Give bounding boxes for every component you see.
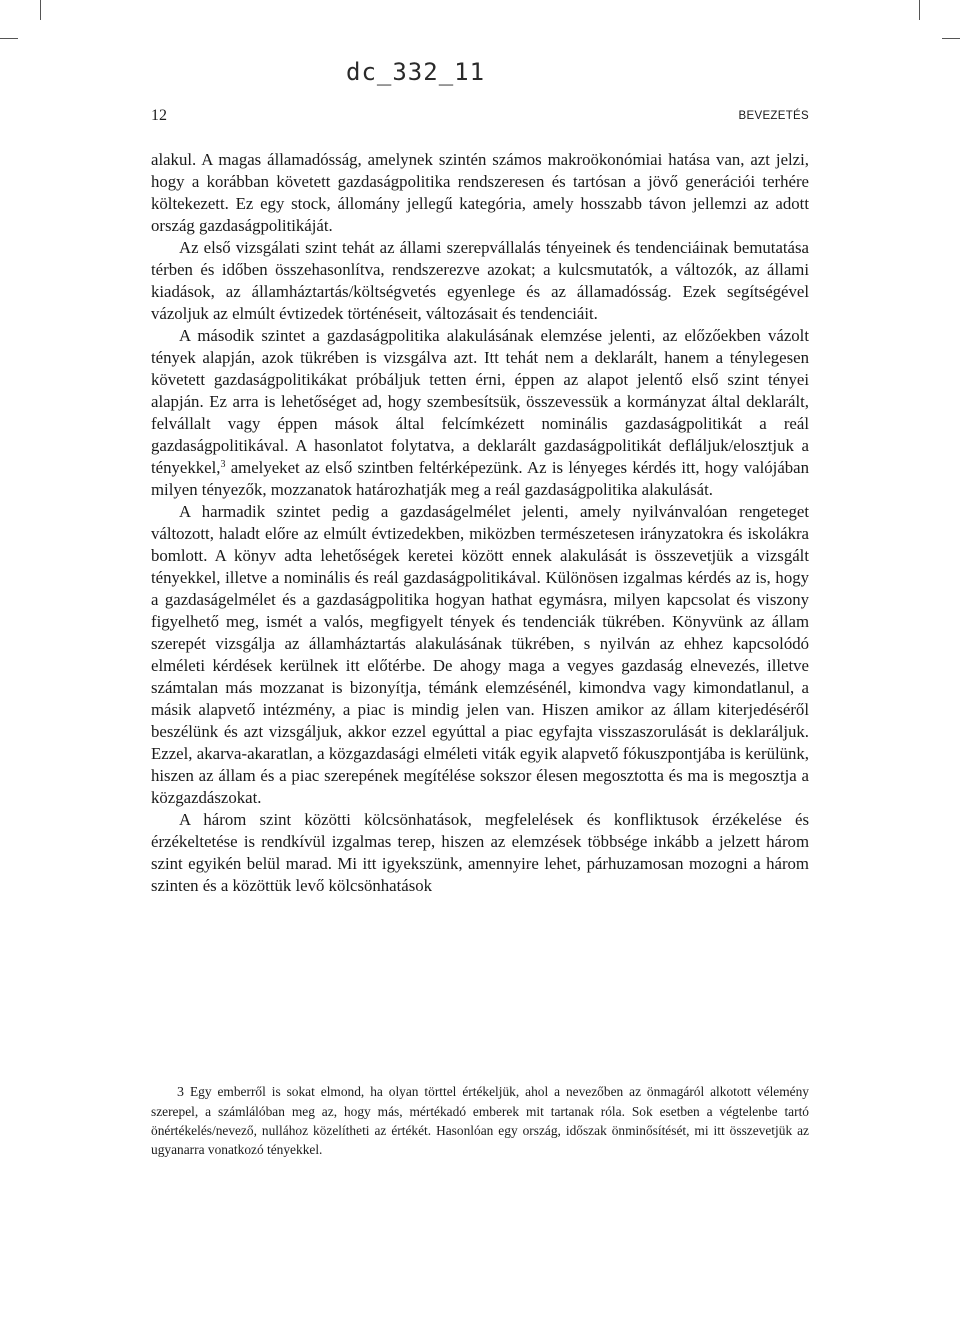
paragraph-2: Az első vizsgálati szint tehát az állami szerepvállalás tényeinek és tendenciáinak bemutatása térben és időben összehasonlítva, rendszerezve azokat; a kulcsmutatók, a változók, az állami kiadások, az államháztartás/költségvetés egyenlege és az államadósság. Ezek segítségével vázoljuk az elmúlt évtizedek történéseit, változásait és tendenciáit. [151,238,809,323]
paragraph-3-text-after: amelyeket az első szintben feltérképezünk. Az is lényeges kérdés itt, hogy valójában milyen tényezők, mozzanatok határozhatják meg a reál gazdaságpolitika alakulását. [151,458,809,499]
crop-mark-top-left-vertical [40,0,41,20]
crop-mark-top-left-horizontal [0,38,18,39]
crop-mark-top-right-vertical [919,0,920,20]
crop-mark-top-right-horizontal [942,38,960,39]
document-id: dc_332_11 [346,58,486,86]
footnote-text: Egy emberről is sokat elmond, ha olyan törttel értékeljük, ahol a nevezőben az önmagáról alkotott vélemény szerepel, a számlálóban meg az, hogy más, mértékadó emberek mit tartanak róla. Sok esetben a végtelenbe tartó önértékelés/nevező, nullához közelítheti az értékét. Hasonlóan egy ország, időszak önminősítését, mi itt összevetjük az ugyanarra vonatkozó tényekkel. [151,1084,809,1157]
paragraph-5: A három szint közötti kölcsönhatások, megfelelések és konfliktusok érzékelése és érzékeltetése is rendkívül izgalmas terep, hiszen az elemzések többsége inkább a jelzett három szint egyikén belül marad. Mi itt igyekszünk, amennyire lehet, párhuzamosan mozogni a három szinten és a közöttük levő kölcsönhatások [151,810,809,895]
paragraph-3-text-before: A második szintet a gazdaságpolitika alakulásának elemzése jelenti, az előzőekben vázolt tények alapján, azok tükrében is vizsgálva azt. Itt tehát nem a deklarált, hanem a ténylegesen követett gazdaságpolitikákat próbáljuk tetten érni, éppen az alapot jelentő első szint tényei alapján. Ez arra is lehetőséget ad, hogy szembesítsük, összevessük a kormányzat által deklarált, felvállalt vagy éppen mások által felcímkézett nominális gazdaságpolitikát a reál gazdaságpolitikával. A hasonlatot folytatva, a deklarált gazdaságpolitikát defláljuk/elosztjuk a tényekkel, [151,326,809,477]
paragraph-1: alakul. A magas államadósság, amelynek szintén számos makroökonómiai hatása van, azt jelzi, hogy a korábban követett gazdaságpolitika rendszeresen és tartósan a jövő generációi terhére költekezett. Ez egy stock, állomány jellegű kategória, amely hosszabb távon jellemzi az adott ország gazdaságpolitikáját. [151,150,809,235]
paragraph-3 [151,325,809,501]
paragraph-4: A harmadik szintet pedig a gazdaságelmélet jelenti, amely nyilvánvalóan rengeteget változott, haladt előre az elmúlt évtizedekben, miközben természetesen irányzatokra és iskolákra bomlott. A könyv adta lehetőségek keretei között ennek alakulását is összevetjük a vizsgált tényekkel, illetve a nominális és reál gazdaságpolitikával. Különösen izgalmas kérdés az is, hogy a gazdaságelmélet és a gazdaságpolitika hogyan hathat egymásra, milyen kapcsolat és viszony figyelhető meg, ismét a valós, megfigyelt tények és tendenciák tükrében. Könyvünk az állam szerepét vizsgálja az államháztartás alakulásának tükrében, s nyilván az ehhez kapcsolódó elméleti kérdések kerülnek itt előtérbe. De ahogy maga a vegyes gazdaság elnevezés, illetve számtalan más mozzanat is bizonyítja, témánk elemzésénél, kimondva vagy kimondatlanul, a másik alapvető intézmény, a piac is mindig jelen van. Hiszen amikor az állam kiterjedéséről beszélünk és azt vizsgáljuk, akkor ezzel egyúttal a piac egyfajta visszaszorulását is deklaráljuk. Ezzel, akarva-akaratlan, a közgazdasági elméleti viták egyik alapvető fókuszpontjába is kerülünk, hiszen az állam és a piac szerepének megítélése sokszor élesen megosztotta és ma is megosztja a közgazdászokat. [151,502,809,807]
running-head: BEVEZETÉS [738,110,809,122]
footnote-number: 3 [177,1085,184,1100]
footnote [151,1082,809,1159]
body-text [151,149,809,897]
page-number: 12 [151,107,167,124]
footnote-reference[interactable]: 3 [220,459,226,470]
